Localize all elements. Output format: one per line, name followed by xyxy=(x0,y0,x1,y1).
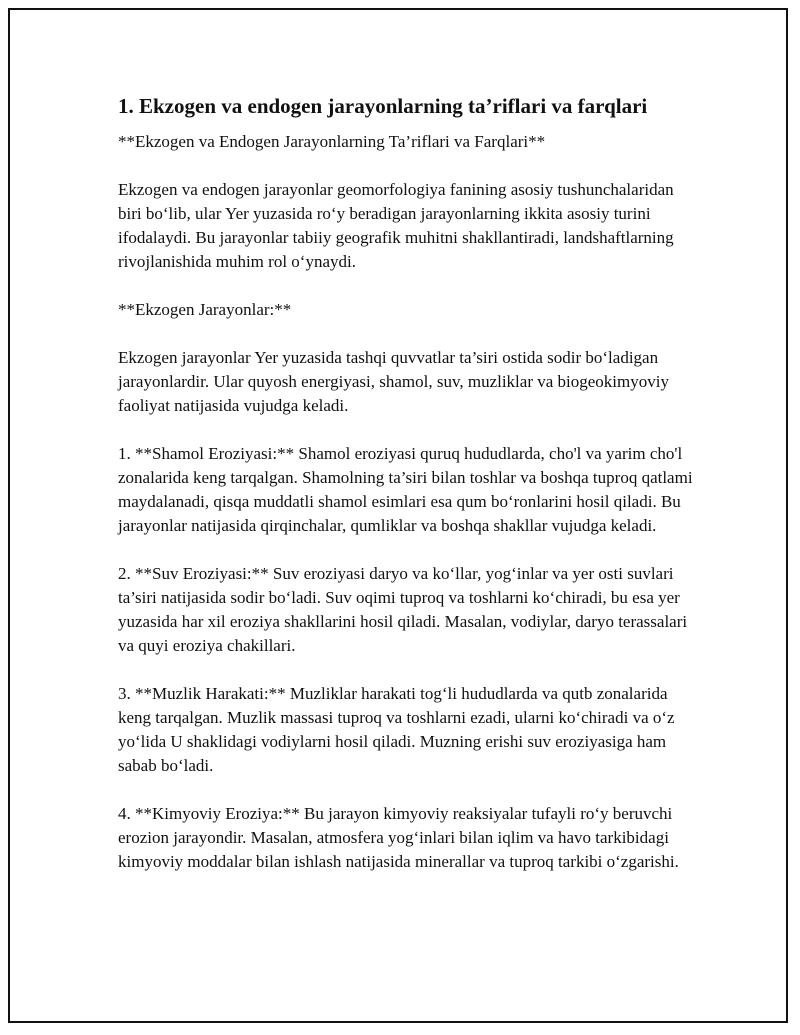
subtitle-paragraph: **Ekzogen va Endogen Jarayonlarning Ta’riflari va Farqlari** xyxy=(118,132,546,151)
wind-erosion-paragraph: 1. **Shamol Eroziyasi:** Shamol eroziyasi quruq hududlarda, cho'l va yarim cho'l zonalarida keng tarqalgan. Shamolning ta’siri bilan toshlar va boshqa tuproq qatlami maydalanadi, qisqa muddatli shamol esimlari esa qum bo‘ronlarini hosil qiladi. Bu jarayonlar natijasida qirqinchalar, qumliklar va boshqa shakllar vujudga keladi. xyxy=(118,444,693,535)
section-heading: 1. Ekzogen va endogen jarayonlarning ta’riflari va farqlari xyxy=(118,94,648,118)
exogenous-heading-paragraph: **Ekzogen Jarayonlar:** xyxy=(118,300,292,319)
glacier-movement-paragraph: 3. **Muzlik Harakati:** Muzliklar harakati tog‘li hududlarda va qutb zonalarida keng tarqalgan. Muzlik massasi tuproq va toshlarni ezadi, ularni ko‘chiradi va o‘z yo‘lida U shaklidagi vodiylarni hosil qiladi. Muzning erishi suv eroziyasiga ham sabab bo‘ladi. xyxy=(118,684,675,775)
chemical-erosion-paragraph: 4. **Kimyoviy Eroziya:** Bu jarayon kimyoviy reaksiyalar tufayli ro‘y beruvchi erozion jarayondir. Masalan, atmosfera yog‘inlari bilan iqlim va havo tarkibidagi kimyoviy moddalar bilan ishlash natijasida minerallar va tuproq tarkibi o‘zgarishi. xyxy=(118,804,679,871)
intro-paragraph: Ekzogen va endogen jarayonlar geomorfologiya fanining asosiy tushunchalaridan biri bo‘lib, ular Yer yuzasida ro‘y beradigan jarayonlarning ikkita asosiy turini ifodalaydi. Bu jarayonlar tabiiy geografik muhitni shakllantiradi, landshaftlarning rivojlanishida muhim rol o‘ynaydi. xyxy=(118,180,674,271)
water-erosion-paragraph: 2. **Suv Eroziyasi:** Suv eroziyasi daryo va ko‘llar, yog‘inlar va yer osti suvlari ta’siri natijasida sodir bo‘ladi. Suv oqimi tuproq va toshlarni ko‘chiradi, bu esa yer yuzasida har xil eroziya shakllarini hosil qiladi. Masalan, vodiylar, daryo terassalari va quyi eroziya chakillari. xyxy=(118,564,688,655)
document-body xyxy=(118,92,698,898)
exogenous-definition-paragraph: Ekzogen jarayonlar Yer yuzasida tashqi quvvatlar ta’siri ostida sodir bo‘ladigan jarayonlardir. Ular quyosh energiyasi, shamol, suv, muzliklar va biogeokimyoviy faoliyat natijasida vujudga keladi. xyxy=(118,348,669,415)
